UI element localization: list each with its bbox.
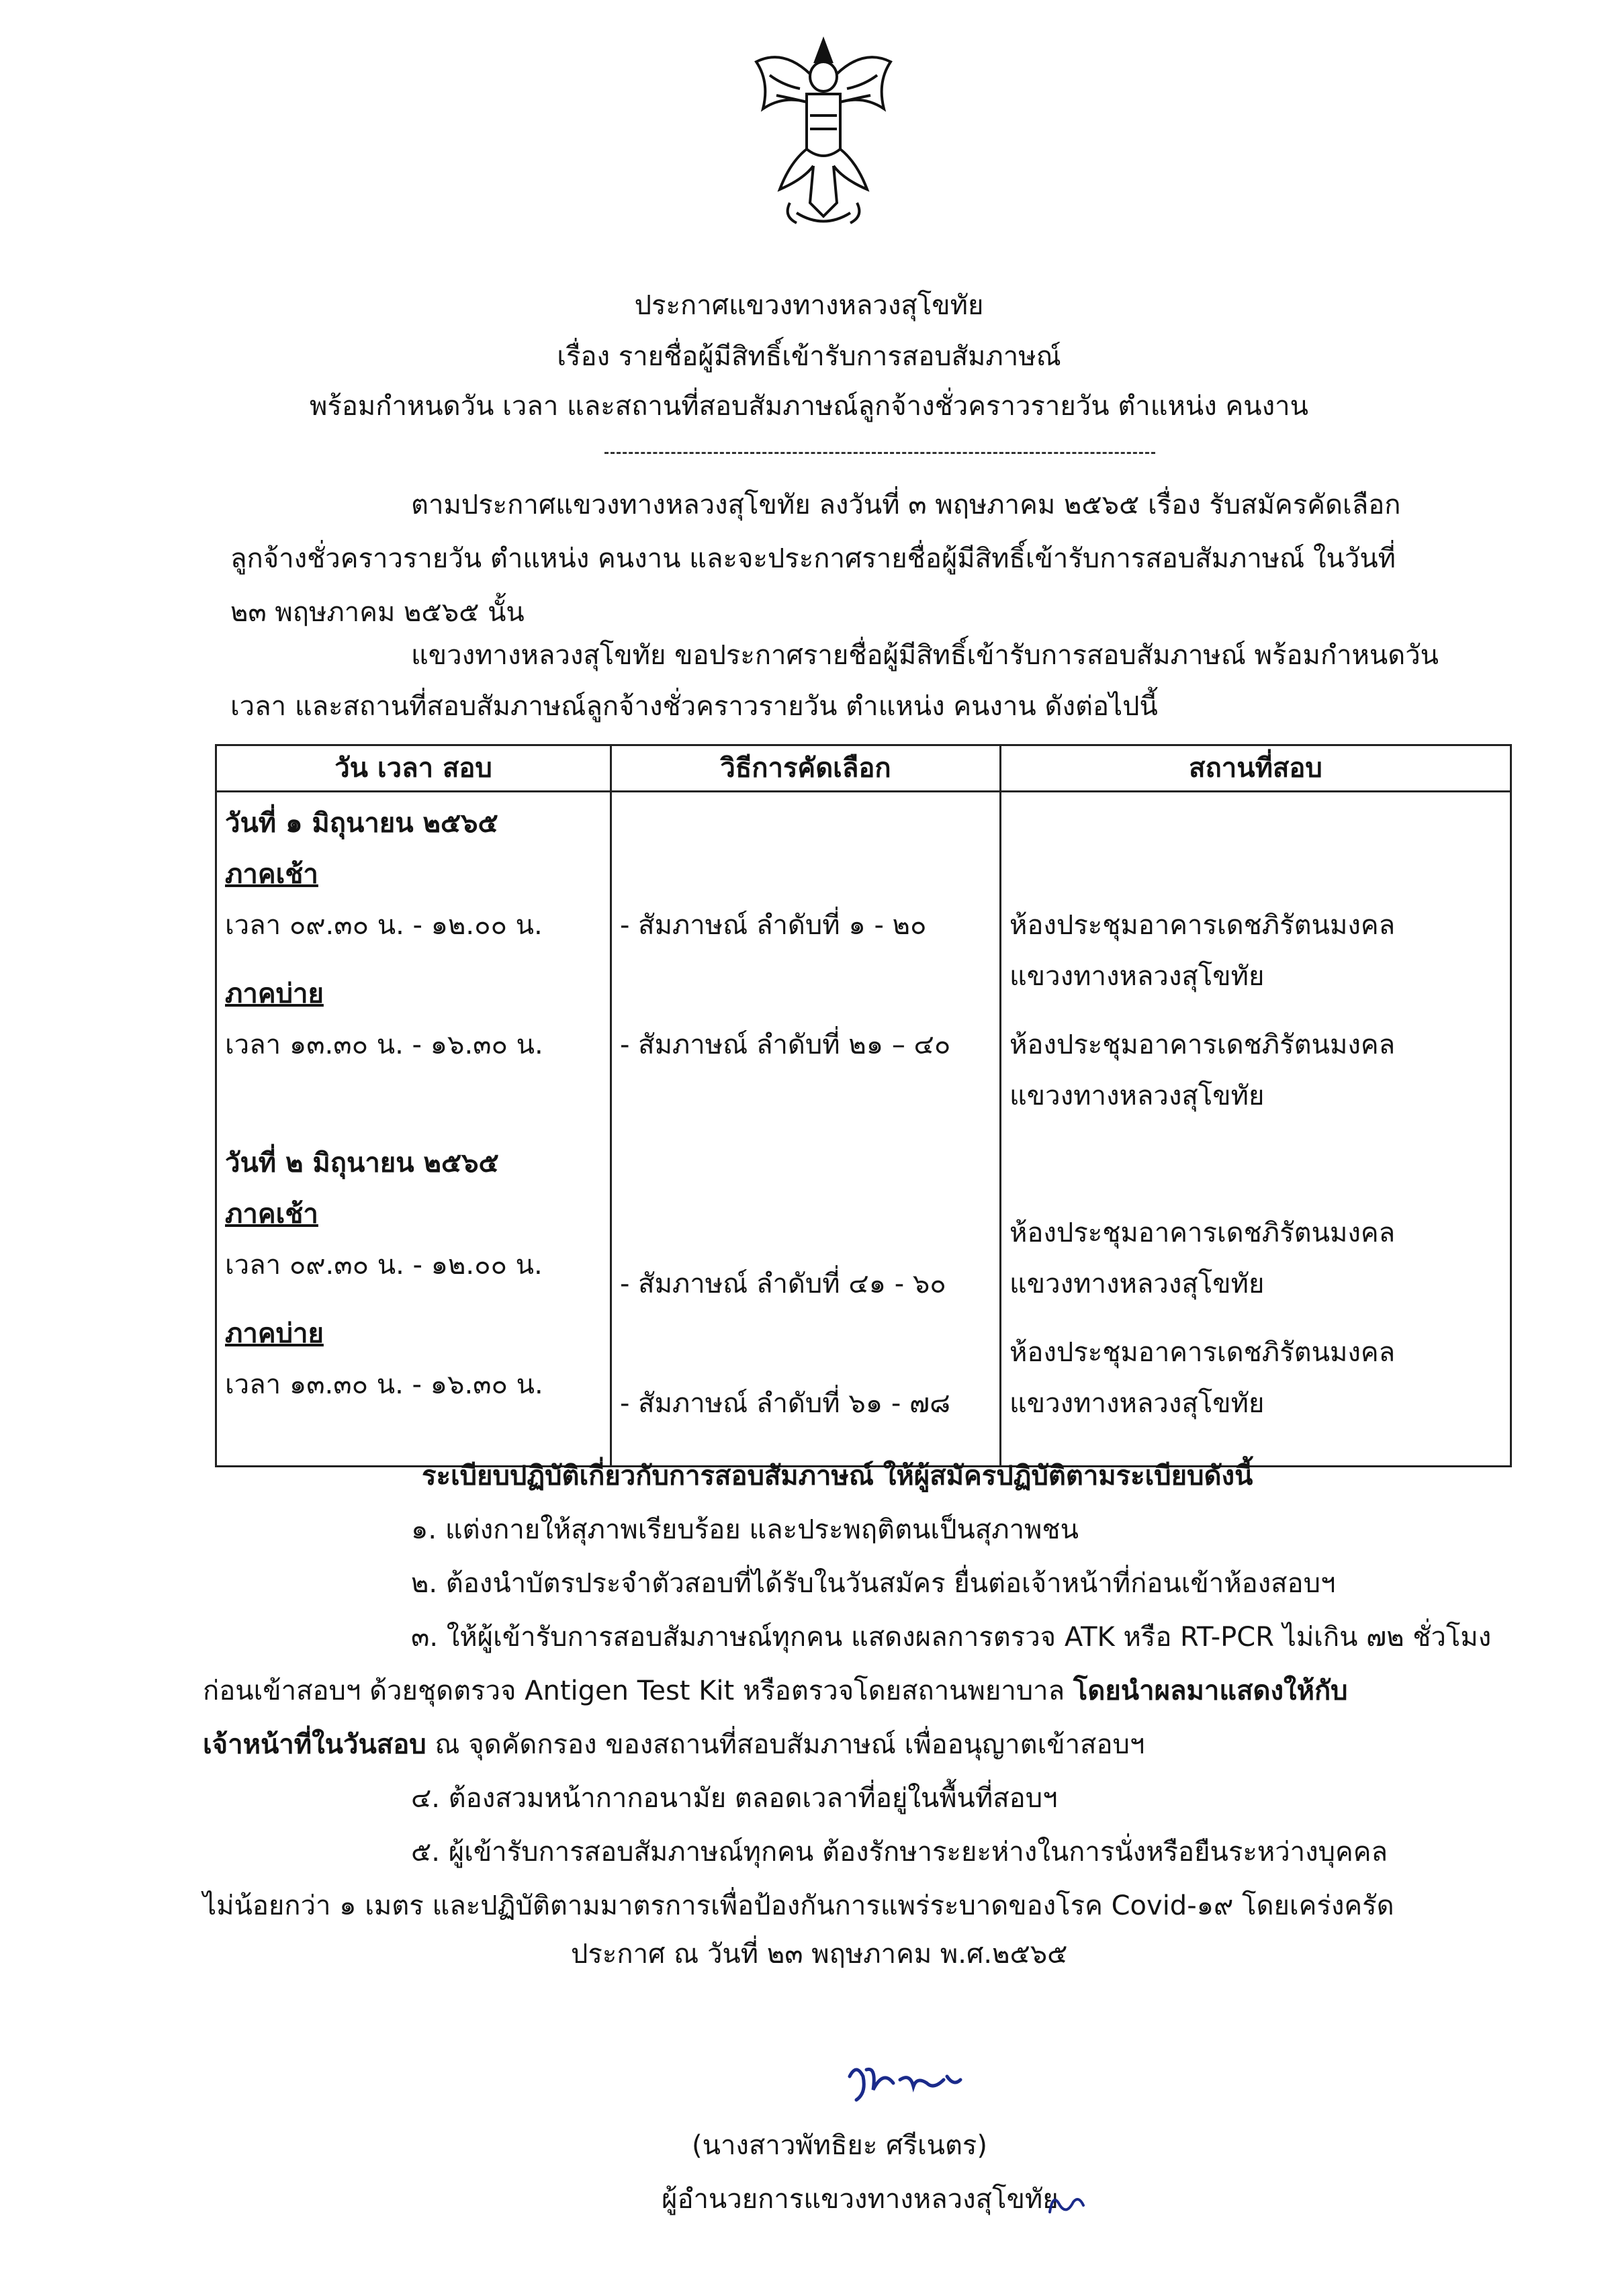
rule-1: ๑. แต่งกายให้สุภาพเรียบร้อย และประพฤติตนเป็นสุภาพชน [411,1514,1079,1545]
rule-5-line-1: ๕. ผู้เข้ารับการสอบสัมภาษณ์ทุกคน ต้องรักษาระยะห่างในการนั่งหรือยืนระหว่างบุคคล [411,1837,1388,1868]
day-1-afternoon-time: เวลา ๑๓.๓๐ น. - ๑๖.๓๐ น. [225,1029,543,1060]
intro-p1-line-1: ตามประกาศแขวงทางหลวงสุโขทัย ลงวันที่ ๓ พฤษภาคม ๒๕๖๕ เรื่อง รับสมัครคัดเลือก [411,490,1401,520]
intro-p2-line-2: เวลา และสถานที่สอบสัมภาษณ์ลูกจ้างชั่วคราวรายวัน ตำแหน่ง คนงาน ดังต่อไปนี้ [230,691,1158,722]
method-1: - สัมภาษณ์ ลำดับที่ ๑ - ๒๐ [620,910,927,941]
day-2-afternoon-time: เวลา ๑๓.๓๐ น. - ๑๖.๓๐ น. [225,1369,543,1400]
header-divider [604,452,1155,454]
announcement-date: ประกาศ ณ วันที่ ๒๓ พฤษภาคม พ.ศ.๒๕๖๕ [571,1939,1068,1970]
intro-p2-line-1: แขวงทางหลวงสุโขทัย ขอประกาศรายชื่อผู้มีสิทธิ์เข้ารับการสอบสัมภาษณ์ พร้อมกำหนดวัน [411,640,1439,671]
rules-heading: ระเบียบปฏิบัติเกี่ยวกับการสอบสัมภาษณ์ ให้ผู้สมัครปฏิบัติตามระเบียบดังนี้ [422,1461,1253,1491]
rule-3-line-2-text: ก่อนเข้าสอบฯ ด้วยชุดตรวจ Antigen Test Kit หรือตรวจโดยสถานพยาบาล [203,1675,1073,1706]
method-3: - สัมภาษณ์ ลำดับที่ ๔๑ - ๖๐ [620,1269,946,1299]
venue-1-line-2: แขวงทางหลวงสุโขทัย [1009,961,1265,992]
table-row [216,792,1511,1467]
header-line-3: พร้อมกำหนดวัน เวลา และสถานที่สอบสัมภาษณ์ลูกจ้างชั่วคราวรายวัน ตำแหน่ง คนงาน [310,391,1308,422]
signatory-title: ผู้อำนวยการแขวงทางหลวงสุโขทัย [662,2184,1059,2215]
garuda-emblem-icon [743,35,904,236]
day-1-morning-time: เวลา ๐๙.๓๐ น. - ๑๒.๐๐ น. [225,910,543,941]
rule-5-line-2: ไม่น้อยกว่า ๑ เมตร และปฏิบัติตามมาตรการเพื่อป้องกันการแพร่ระบาดของโรค Covid-๑๙ โดยเคร่งครัด [203,1890,1394,1921]
method-cell [611,792,1001,1467]
header-datetime: วัน เวลา สอบ [216,745,611,792]
day-1-morning-label: ภาคเช้า [225,859,318,890]
rule-2: ๒. ต้องนำบัตรประจำตัวสอบที่ได้รับในวันสมัคร ยื่นต่อเจ้าหน้าที่ก่อนเข้าห้องสอบฯ [411,1568,1336,1599]
intro-p1-line-3: ๒๓ พฤษภาคม ๒๕๖๕ นั้น [230,597,525,628]
signatory-name: (นางสาวพัทธิยะ ศรีเนตร) [692,2130,988,2161]
venue-3-line-1: ห้องประชุมอาคารเดชภิรัตนมงคล [1009,1218,1396,1248]
venue-1-line-1: ห้องประชุมอาคารเดชภิรัตนมงคล [1009,910,1396,941]
rule-3-line-2-emphasis: โดยนำผลมาแสดงให้กับ [1073,1675,1348,1706]
day-2-morning-time: เวลา ๐๙.๓๐ น. - ๑๒.๐๐ น. [225,1250,543,1281]
venue-3-line-2: แขวงทางหลวงสุโขทัย [1009,1269,1265,1299]
venue-4-line-2: แขวงทางหลวงสุโขทัย [1009,1388,1265,1419]
day-2-afternoon-label: ภาคบ่าย [225,1318,324,1349]
rule-3-line-2 [203,1664,1348,1718]
header-method: วิธีการคัดเลือก [611,745,1001,792]
day-1-label: วันที่ ๑ มิถุนายน ๒๕๖๕ [225,808,498,839]
day-2-label: วันที่ ๒ มิถุนายน ๒๕๖๕ [225,1148,499,1179]
day-2-morning-label: ภาคเช้า [225,1199,318,1230]
method-4: - สัมภาษณ์ ลำดับที่ ๖๑ - ๗๘ [620,1388,950,1419]
header-venue: สถานที่สอบ [1001,745,1511,792]
rule-3-line-3-text: ณ จุดคัดกรอง ของสถานที่สอบสัมภาษณ์ เพื่ออนุญาตเข้าสอบฯ [426,1729,1145,1760]
header-line-2: เรื่อง รายชื่อผู้มีสิทธิ์เข้ารับการสอบสัมภาษณ์ [557,341,1061,372]
day-1-afternoon-label: ภาคบ่าย [225,978,324,1009]
rule-3-line-3-emphasis: เจ้าหน้าที่ในวันสอบ [203,1729,426,1760]
rule-4: ๔. ต้องสวมหน้ากากอนามัย ตลอดเวลาที่อยู่ในพื้นที่สอบฯ [411,1783,1058,1814]
datetime-cell [216,792,611,1467]
header-line-1: ประกาศแขวงทางหลวงสุโขทัย [634,290,984,321]
venue-2-line-2: แขวงทางหลวงสุโขทัย [1009,1081,1265,1111]
rule-3-line-3 [203,1718,1144,1772]
handwritten-signature-icon [836,2056,997,2110]
venue-cell [1001,792,1511,1467]
rule-3-line-1: ๓. ให้ผู้เข้ารับการสอบสัมภาษณ์ทุกคน แสดงผลการตรวจ ATK หรือ RT-PCR ไม่เกิน ๗๒ ชั่วโมง [411,1622,1492,1653]
venue-4-line-1: ห้องประชุมอาคารเดชภิรัตนมงคล [1009,1337,1396,1368]
schedule-table [215,744,1512,1467]
intro-p1-line-2: ลูกจ้างชั่วคราวรายวัน ตำแหน่ง คนงาน และจะประกาศรายชื่อผู้มีสิทธิ์เข้ารับการสอบสัมภาษณ์ ในวันที่ [230,543,1396,574]
handwritten-initial-icon [1046,2185,1087,2219]
venue-2-line-1: ห้องประชุมอาคารเดชภิรัตนมงคล [1009,1029,1396,1060]
table-header-row [216,745,1511,792]
method-2: - สัมภาษณ์ ลำดับที่ ๒๑ – ๔๐ [620,1029,951,1060]
